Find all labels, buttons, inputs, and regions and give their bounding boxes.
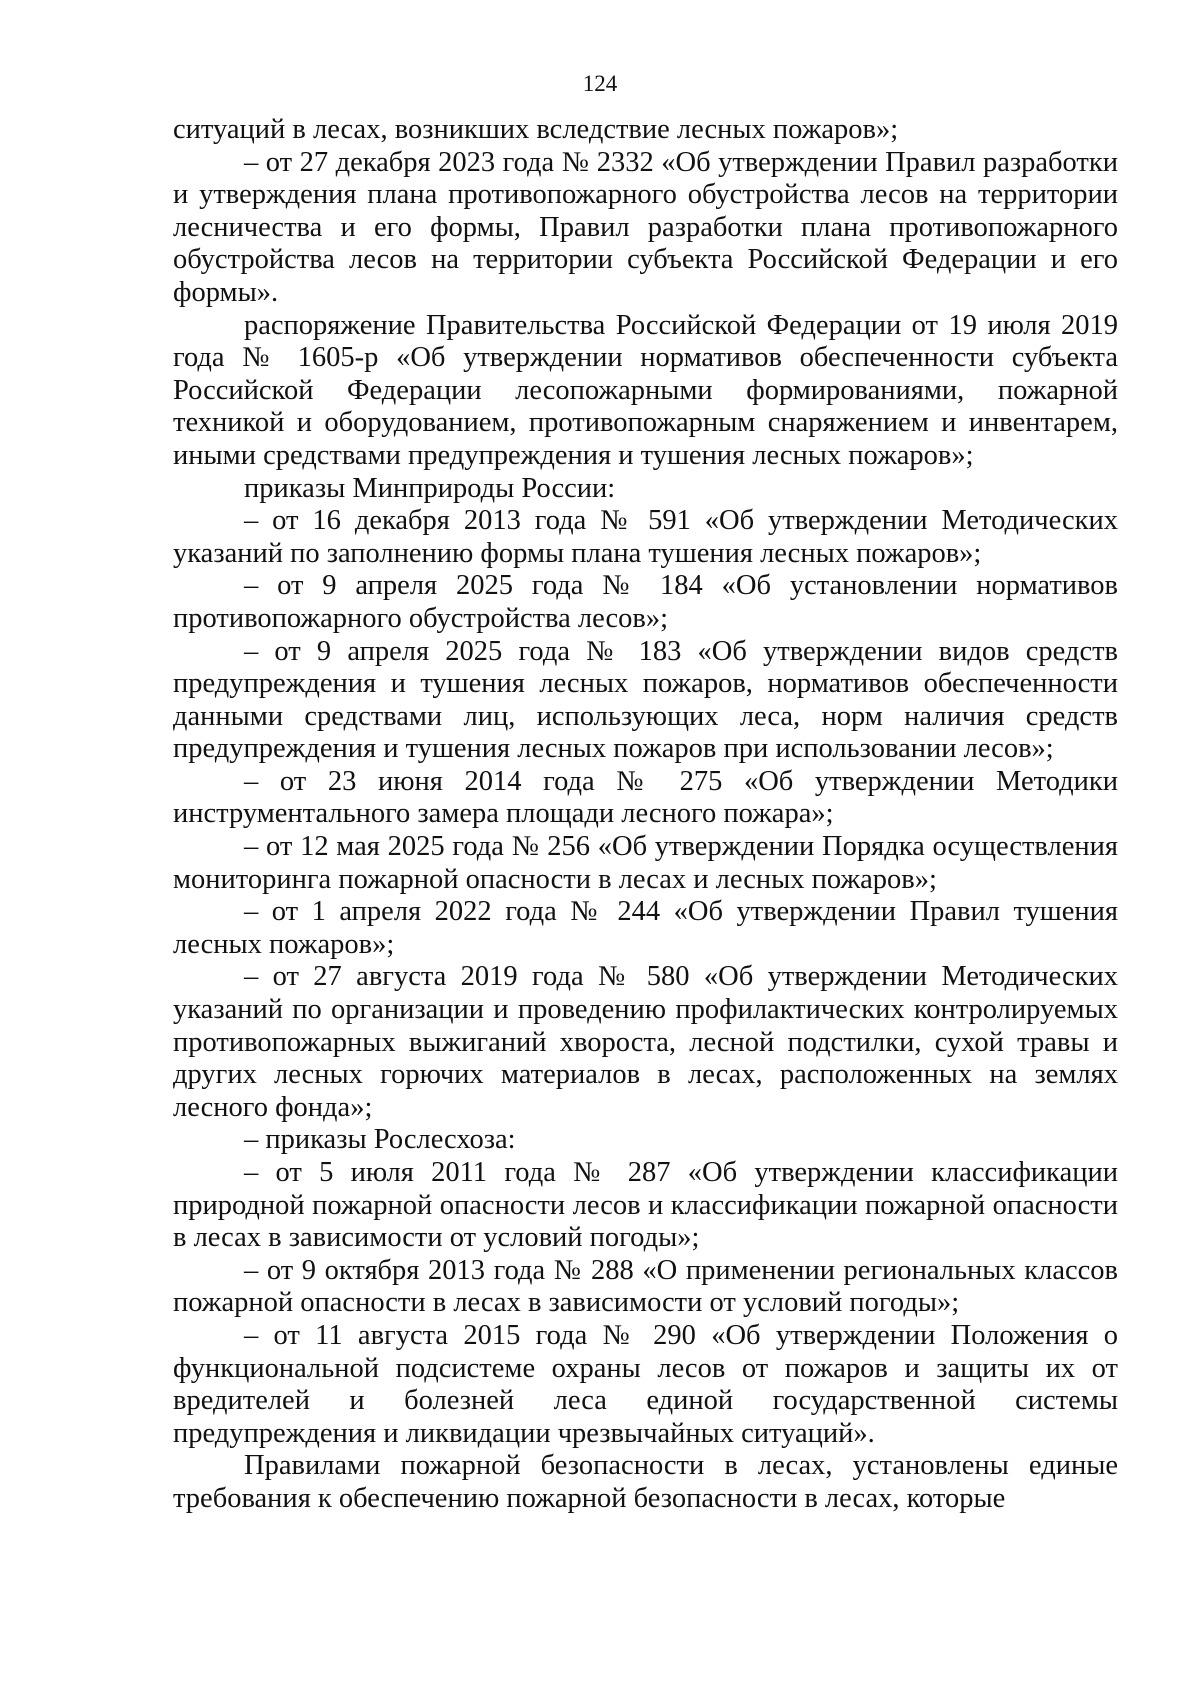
page-number: 124 xyxy=(582,71,618,96)
paragraph-rosleshoz-heading: – приказы Рослесхоза: xyxy=(244,1124,516,1156)
paragraph-order-580: – от 27 августа 2019 года № 580 «Об утверждении Методических указаний по организации и проведению профилактических контролируемых противопожарных выжиганий хвороста, лесной подстилки, сухой травы и других лесных горючих материалов в лесах, расположенных на землях лесного фонда»; xyxy=(173,961,1118,1123)
paragraph-decree-2332: – от 27 декабря 2023 года № 2332 «Об утверждении Правил разработки и утверждения плана противопожарного обустройства лесов на территории лесничества и его формы, Правил разработки плана противопожарного обустройства лесов на территории субъекта Российской Федерации и его формы». xyxy=(173,146,1118,308)
paragraph-fire-safety-rules: Правилами пожарной безопасности в лесах, установлены единые требования к обеспечению пожарной безопасности в лесах, которые xyxy=(173,1450,1118,1514)
paragraph-order-275: – от 23 июня 2014 года № 275 «Об утверждении Методики инструментального замера площади лесного пожара»; xyxy=(173,765,1118,830)
paragraph-order-287: – от 5 июля 2011 года № 287 «Об утверждении классификации природной пожарной опасности лесов и классификации пожарной опасности в лесах в зависимости от условий погоды»; xyxy=(173,1157,1118,1254)
paragraph-order-184: – от 9 апреля 2025 года № 184 «Об установлении нормативов противопожарного обустройства лесов»; xyxy=(173,570,1118,634)
paragraph-order-290: – от 11 августа 2015 года № 290 «Об утверждении Положения о функциональной подсистеме охраны лесов от пожаров и защиты их от вредителей и болезней леса единой государственной системы предупреждения и ликвидации чрезвычайных ситуаций». xyxy=(173,1319,1118,1449)
document-body xyxy=(173,114,1118,1516)
paragraph-order-256: – от 12 мая 2025 года № 256 «Об утверждении Порядка осуществления мониторинга пожарной опасности в лесах и лесных пожаров»; xyxy=(173,831,1118,895)
paragraph-order-591: – от 16 декабря 2013 года № 591 «Об утверждении Методических указаний по заполнению формы плана тушения лесных пожаров»; xyxy=(173,505,1118,569)
paragraph-order-183: – от 9 апреля 2025 года № 183 «Об утверждении видов средств предупреждения и тушения лесных пожаров, нормативов обеспеченности данными средствами лиц, использующих леса, норм наличия средств предупреждения и тушения лесных пожаров при использовании лесов»; xyxy=(173,635,1118,765)
paragraph-order-244: – от 1 апреля 2022 года № 244 «Об утверждении Правил тушения лесных пожаров»; xyxy=(173,896,1118,960)
paragraph-order-1605r: распоряжение Правительства Российской Федерации от 19 июля 2019 года № 1605-р «Об утверждении нормативов обеспеченности субъекта Российской Федерации лесопожарными формированиями, пожарной техникой и оборудованием, противопожарным снаряжением и инвентарем, иными средствами предупреждения и тушения лесных пожаров»; xyxy=(173,309,1118,471)
paragraph-minprirody-heading: приказы Минприроды России: xyxy=(244,472,616,504)
paragraph-continuation: ситуаций в лесах, возникших вследствие лесных пожаров»; xyxy=(173,114,899,145)
paragraph-order-288: – от 9 октября 2013 года № 288 «О применении региональных классов пожарной опасности в лесах в зависимости от условий погоды»; xyxy=(173,1254,1118,1319)
